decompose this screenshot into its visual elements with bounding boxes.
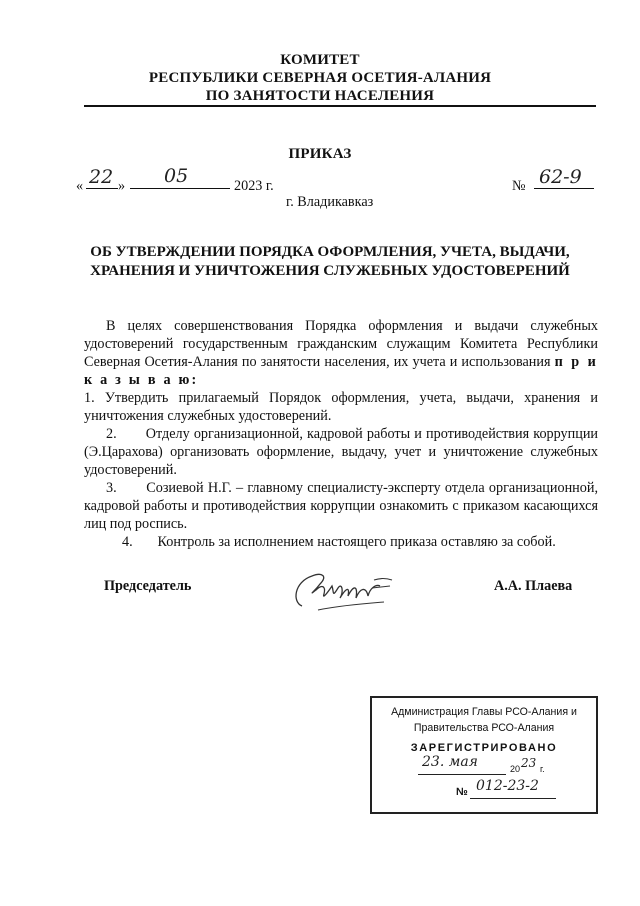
- order-item-text: Созиевой Н.Г. – главному специалисту-эксперту отдела организационной, кадровой работы и противодействия коррупции ознакомить с приказом касающихся лиц под роспись.: [84, 480, 599, 532]
- stamp-date: 23. мая: [422, 754, 478, 770]
- order-title: [60, 243, 600, 281]
- stamp-date-row: [372, 754, 596, 778]
- order-title-line1: ОБ УТВЕРЖДЕНИИ ПОРЯДКА ОФОРМЛЕНИЯ, УЧЕТА, ВЫДАЧИ,: [90, 244, 570, 260]
- number-label: №: [512, 178, 526, 194]
- doc-type: ПРИКАЗ: [288, 146, 352, 162]
- stamp-year: 23: [521, 756, 537, 770]
- order-item-text: Утвердить прилагаемый Порядок оформления, учета, выдачи, хранения и уничтожения служебных удостоверений.: [84, 390, 598, 424]
- number-value: 62-9: [539, 166, 582, 188]
- committee-name-line3: ПО ЗАНЯТОСТИ НАСЕЛЕНИЯ: [205, 88, 435, 104]
- order-item-number: 4.: [122, 534, 133, 550]
- registration-stamp: [370, 696, 598, 814]
- signature-icon: [288, 562, 398, 616]
- order-body: [84, 317, 598, 551]
- signatory-name: А.А. Плаева: [494, 578, 573, 594]
- committee-name-line2: РЕСПУБЛИКИ СЕВЕРНАЯ ОСЕТИЯ-АЛАНИЯ: [148, 70, 492, 86]
- order-item-number: 2.: [106, 426, 117, 442]
- signatory-position: Председатель: [104, 578, 192, 594]
- date-open-quote: «: [76, 178, 84, 194]
- order-item-number: 1.: [84, 390, 95, 406]
- stamp-number-label: №: [456, 786, 468, 798]
- order-item: [84, 425, 598, 479]
- date-year: 2023 г.: [234, 178, 274, 194]
- date-month: 05: [164, 165, 189, 187]
- number-field: [534, 166, 594, 189]
- stamp-org-line2: Правительства РСО-Алания: [413, 722, 555, 734]
- order-item: [84, 533, 598, 551]
- order-item-text: Контроль за исполнением настоящего приказа оставляю за собой.: [157, 534, 556, 550]
- order-item-text: Отделу организационной, кадровой работы и противодействия коррупции (Э.Царахова) организовать оформление, выдачу, учет и уничтожение служебных удостоверений.: [84, 426, 599, 478]
- city: г. Владикавказ: [286, 194, 374, 210]
- date-month-field: [130, 165, 230, 189]
- stamp-year-suffix: г.: [540, 764, 545, 774]
- order-item: [84, 389, 598, 425]
- date-day: 22: [89, 166, 114, 188]
- stamp-status: ЗАРЕГИСТРИРОВАНО: [410, 742, 558, 754]
- stamp-year-prefix: 20: [510, 764, 521, 774]
- preamble-text: В целях совершенствования Порядка оформления и выдачи служебных удостоверений государственным гражданским служащим Комитета Республики Северная Осетия-Алания по занятости населения, их учета и использования: [84, 318, 598, 370]
- order-item-number: 3.: [106, 480, 117, 496]
- stamp-number-field: [470, 778, 556, 799]
- stamp-org-line1: Администрация Главы РСО-Алания и: [391, 706, 577, 718]
- date-day-field: [86, 166, 118, 189]
- header-rule: [84, 105, 596, 107]
- order-item: [84, 479, 598, 533]
- preamble-keyword: п р и к а з ы в а ю:: [84, 354, 599, 388]
- stamp-date-field: [418, 754, 506, 775]
- stamp-number-row: [372, 778, 596, 802]
- stamp-number: 012-23-2: [476, 778, 539, 794]
- date-close-quote: »: [118, 178, 126, 194]
- committee-name-line1: КОМИТЕТ: [280, 52, 360, 68]
- preamble: [84, 317, 598, 389]
- order-title-line2: ХРАНЕНИЯ И УНИЧТОЖЕНИЯ СЛУЖЕБНЫХ УДОСТОВЕРЕНИЙ: [90, 263, 570, 279]
